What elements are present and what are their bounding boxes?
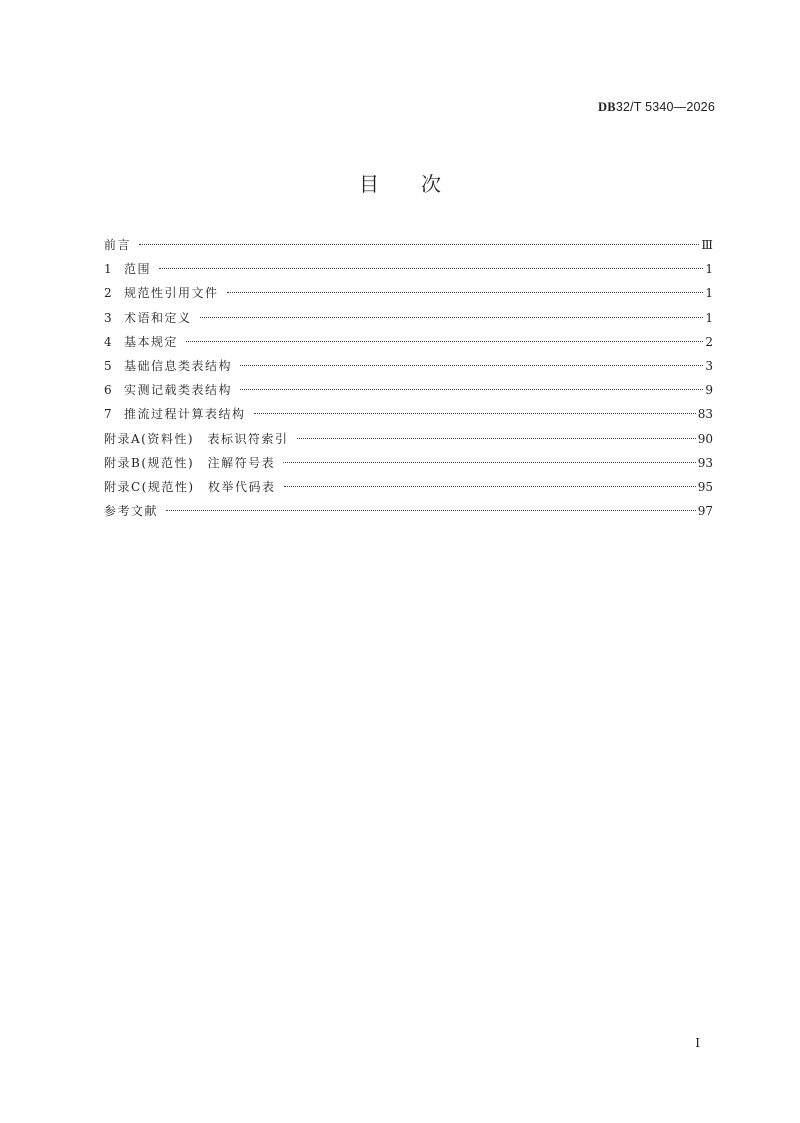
toc-entry-label: 附录A(资料性) 表标识符索引 [104,431,289,446]
toc-entry-appendix-c[interactable] [104,477,713,501]
toc-entry-label: 实测记载类表结构 [124,383,233,398]
toc-entry-number: 2 [104,286,112,301]
dot-leader [159,268,703,269]
toc-entry-flow-calculation-tables[interactable] [104,404,713,428]
toc-entry-page: 93 [697,455,713,470]
dot-leader [297,438,696,439]
toc-entry-foreword[interactable] [104,235,713,259]
page-number: Ⅰ [695,1036,700,1050]
toc-entry-page: Ⅲ [701,238,713,252]
toc-entry-terms-definitions[interactable] [104,308,713,332]
document-code [598,100,715,115]
toc-entry-number: 3 [104,310,112,325]
toc-entry-normative-references[interactable] [104,283,713,307]
toc-entry-appendix-b[interactable] [104,453,713,477]
toc-entry-label: 推流过程计算表结构 [124,407,246,422]
toc-entry-page: 97 [697,504,713,519]
toc-entry-label: 参考文献 [104,504,159,519]
dot-leader [166,510,696,511]
dot-leader [227,292,704,293]
dot-leader [283,462,696,463]
toc-entry-number: 7 [104,407,112,422]
toc-entry-page: 90 [697,431,713,446]
table-of-contents [104,235,713,525]
toc-entry-number: 6 [104,383,112,398]
toc-entry-number: 5 [104,358,112,373]
toc-entry-label: 术语和定义 [124,310,192,325]
toc-entry-number: 1 [104,262,112,277]
toc-entry-measurement-tables[interactable] [104,380,713,404]
toc-entry-label: 基本规定 [124,334,179,349]
toc-entry-label: 附录C(规范性) 枚举代码表 [104,479,276,494]
toc-entry-page: 1 [705,262,713,277]
toc-entry-number: 4 [104,334,112,349]
dot-leader [240,389,703,390]
toc-entry-label: 范围 [124,262,152,277]
dot-leader [200,317,704,318]
toc-entry-page: 83 [697,407,713,422]
toc-entry-page: 95 [697,479,713,494]
toc-entry-basic-provisions[interactable] [104,332,713,356]
dot-leader [186,341,703,342]
toc-entry-page: 1 [705,310,713,325]
document-code-prefix: DB [598,100,616,114]
toc-entry-bibliography[interactable] [104,501,713,525]
dot-leader [240,365,703,366]
toc-entry-label: 基础信息类表结构 [124,358,233,373]
dot-leader [254,413,696,414]
toc-entry-page: 1 [705,286,713,301]
toc-entry-scope[interactable] [104,259,713,283]
document-code-number: 32/T 5340—2026 [615,100,715,114]
toc-entry-page: 3 [705,358,713,373]
toc-entry-label: 附录B(规范性) 注解符号表 [104,455,276,470]
toc-title: 目次 [359,172,483,196]
toc-entry-appendix-a[interactable] [104,429,713,453]
toc-entry-page: 9 [705,383,713,398]
dot-leader [284,486,696,487]
toc-entry-label: 前言 [104,238,132,252]
toc-entry-label: 规范性引用文件 [124,286,219,301]
toc-entry-page: 2 [705,334,713,349]
dot-leader [139,244,699,245]
toc-entry-basic-info-tables[interactable] [104,356,713,380]
